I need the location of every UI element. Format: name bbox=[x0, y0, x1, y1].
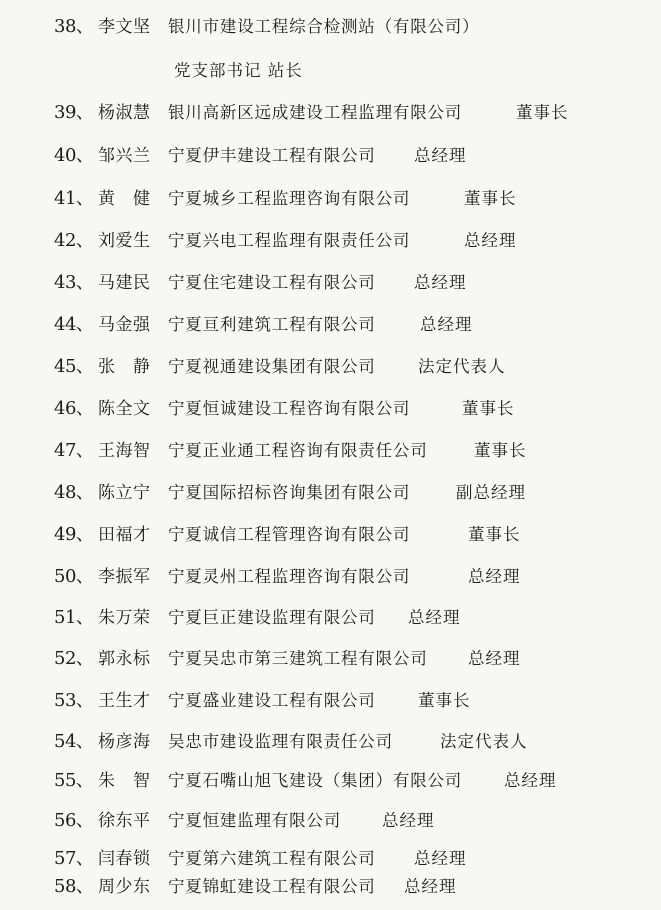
entry-number: 47、 bbox=[54, 440, 94, 461]
list-item bbox=[0, 478, 661, 508]
entry-number: 43、 bbox=[54, 272, 94, 293]
entry-title: 董事长 bbox=[464, 189, 517, 208]
entry-number: 52、 bbox=[54, 648, 94, 669]
list-item bbox=[0, 872, 661, 902]
entry-number: 55、 bbox=[54, 770, 94, 791]
entry-number: 48、 bbox=[54, 482, 94, 503]
entry-title: 副总经理 bbox=[456, 483, 526, 502]
entry-name: 马金强 bbox=[98, 315, 151, 335]
entry-organization: 宁夏诚信工程管理咨询有限公司 bbox=[168, 525, 411, 544]
entry-title: 总经理 bbox=[468, 567, 521, 586]
entry-title: 总经理 bbox=[382, 811, 435, 830]
list-item bbox=[0, 806, 661, 836]
entry-organization: 宁夏盛业建设工程有限公司 bbox=[168, 691, 376, 710]
entry-number: 44、 bbox=[54, 314, 94, 335]
entry-organization: 吴忠市建设监理有限责任公司 bbox=[168, 732, 393, 751]
list-item-continuation bbox=[0, 56, 661, 86]
entry-organization: 宁夏伊丰建设工程有限公司 bbox=[168, 146, 376, 165]
entry-name: 李振军 bbox=[98, 567, 151, 587]
entry-name: 闫春锁 bbox=[98, 849, 151, 869]
entry-organization: 宁夏城乡工程监理咨询有限公司 bbox=[168, 189, 411, 208]
entry-title: 总经理 bbox=[468, 649, 521, 668]
entry-number: 58、 bbox=[54, 876, 94, 897]
entry-name: 马建民 bbox=[98, 273, 151, 293]
entry-number: 39、 bbox=[54, 102, 94, 123]
entry-organization: 宁夏灵州工程监理咨询有限公司 bbox=[168, 567, 411, 586]
entry-title: 总经理 bbox=[408, 608, 461, 627]
entry-name: 黄 健 bbox=[98, 189, 151, 209]
entry-organization: 宁夏兴电工程监理有限责任公司 bbox=[168, 231, 411, 250]
entry-name: 邹兴兰 bbox=[98, 146, 151, 166]
entry-title: 总经理 bbox=[414, 146, 467, 165]
entry-name: 郭永标 bbox=[98, 649, 151, 669]
entry-name: 杨彦海 bbox=[98, 732, 151, 752]
entry-name: 李文坚 bbox=[98, 17, 151, 37]
entry-name: 田福才 bbox=[98, 525, 151, 545]
entry-number: 41、 bbox=[54, 188, 94, 209]
entry-title: 法定代表人 bbox=[440, 732, 528, 751]
entry-name: 杨淑慧 bbox=[98, 103, 151, 123]
entry-number: 42、 bbox=[54, 230, 94, 251]
entry-organization: 宁夏正业通工程咨询有限责任公司 bbox=[168, 441, 428, 460]
list-item bbox=[0, 603, 661, 633]
list-item bbox=[0, 727, 661, 757]
list-item bbox=[0, 268, 661, 298]
entry-number: 45、 bbox=[54, 356, 94, 377]
list-item bbox=[0, 12, 661, 42]
entry-organization: 宁夏石嘴山旭飞建设（集团）有限公司 bbox=[168, 771, 463, 790]
entry-title: 董事长 bbox=[462, 399, 515, 418]
entry-organization: 宁夏亘利建筑工程有限公司 bbox=[168, 315, 376, 334]
entry-number: 54、 bbox=[54, 731, 94, 752]
entry-organization: 宁夏第六建筑工程有限公司 bbox=[168, 849, 376, 868]
entry-number: 50、 bbox=[54, 566, 94, 587]
entry-name: 刘爱生 bbox=[98, 231, 151, 251]
entry-organization: 宁夏视通建设集团有限公司 bbox=[168, 357, 376, 376]
entry-title: 总经理 bbox=[414, 273, 467, 292]
list-item bbox=[0, 562, 661, 592]
entry-number: 56、 bbox=[54, 810, 94, 831]
entry-title: 董事长 bbox=[418, 691, 471, 710]
entry-name: 陈立宁 bbox=[98, 483, 151, 503]
entry-title: 总经理 bbox=[464, 231, 517, 250]
entry-number: 46、 bbox=[54, 398, 94, 419]
entry-name: 周少东 bbox=[98, 877, 151, 897]
list-item bbox=[0, 98, 661, 128]
list-item bbox=[0, 184, 661, 214]
entry-organization: 宁夏国际招标咨询集团有限公司 bbox=[168, 483, 411, 502]
entry-organization: 宁夏锦虹建设工程有限公司 bbox=[168, 877, 376, 896]
entry-name: 朱万荣 bbox=[98, 608, 151, 628]
entry-organization: 宁夏恒建监理有限公司 bbox=[168, 811, 341, 830]
entry-number: 51、 bbox=[54, 607, 94, 628]
list-item bbox=[0, 141, 661, 171]
entry-number: 40、 bbox=[54, 145, 94, 166]
entry-name: 王海智 bbox=[98, 441, 151, 461]
entry-title: 党支部书记 站长 bbox=[174, 61, 303, 80]
entry-organization: 银川市建设工程综合检测站（有限公司） bbox=[168, 17, 480, 36]
entry-title: 总经理 bbox=[504, 771, 557, 790]
list-item bbox=[0, 844, 661, 874]
entry-title: 总经理 bbox=[404, 877, 457, 896]
list-item bbox=[0, 310, 661, 340]
entry-organization: 宁夏住宅建设工程有限公司 bbox=[168, 273, 376, 292]
list-item bbox=[0, 352, 661, 382]
entry-name: 张 静 bbox=[98, 357, 151, 377]
entry-number: 57、 bbox=[54, 848, 94, 869]
entry-name: 徐东平 bbox=[98, 811, 151, 831]
entry-title: 总经理 bbox=[420, 315, 473, 334]
entry-organization: 宁夏巨正建设监理有限公司 bbox=[168, 608, 376, 627]
list-item bbox=[0, 686, 661, 716]
entry-name: 朱 智 bbox=[98, 771, 151, 791]
entry-number: 49、 bbox=[54, 524, 94, 545]
list-item bbox=[0, 436, 661, 466]
list-item bbox=[0, 766, 661, 796]
list-item bbox=[0, 226, 661, 256]
entry-organization: 银川高新区远成建设工程监理有限公司 bbox=[168, 103, 463, 122]
entry-organization: 宁夏恒诚建设工程咨询有限公司 bbox=[168, 399, 411, 418]
entry-number: 38、 bbox=[54, 16, 94, 37]
entry-title: 董事长 bbox=[516, 103, 569, 122]
entry-name: 陈全文 bbox=[98, 399, 151, 419]
entry-organization: 宁夏吴忠市第三建筑工程有限公司 bbox=[168, 649, 428, 668]
entry-title: 董事长 bbox=[468, 525, 521, 544]
list-item bbox=[0, 520, 661, 550]
list-item bbox=[0, 644, 661, 674]
entry-title: 总经理 bbox=[414, 849, 467, 868]
entry-title: 董事长 bbox=[474, 441, 527, 460]
list-item bbox=[0, 394, 661, 424]
entry-name: 王生才 bbox=[98, 691, 151, 711]
entry-number: 53、 bbox=[54, 690, 94, 711]
entry-title: 法定代表人 bbox=[418, 357, 506, 376]
